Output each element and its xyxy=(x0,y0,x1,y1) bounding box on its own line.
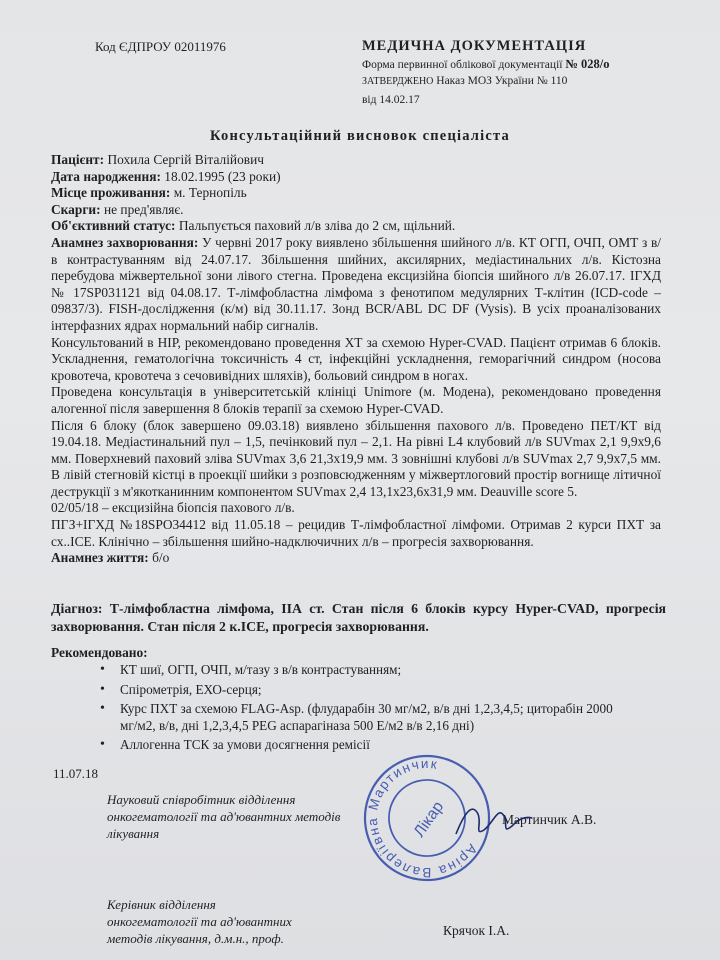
signatory-1-name: Мартинчик А.В. xyxy=(502,812,597,827)
residence-line: Місце проживання: м. Тернопіль xyxy=(51,185,247,201)
recommendation-item: • КТ шиї, ОГП, ОЧП, м/тазу з в/в контрастуванням; xyxy=(100,662,620,679)
dob-line: Дата народження: 18.02.1995 (23 роки) xyxy=(51,168,281,184)
status-line: Об'єктивний статус: Пальпується паховий л/в зліва до 2 см, щільний. xyxy=(51,218,456,234)
document-date: 11.07.18 xyxy=(53,766,99,781)
approved-date: від 14.02.17 xyxy=(362,94,420,106)
edrpou-code: Код ЄДПРОУ 02011976 xyxy=(95,39,226,54)
complaints-line: Скарги: не пред'являє. xyxy=(51,201,184,217)
signatory-1-title: Науковий співробітник відділення онкогематології та ад'ювантних методів лікування xyxy=(107,792,341,841)
patient-name-line: Пацієнт: Похила Сергій Віталійович xyxy=(51,152,264,167)
life-anamnesis-line: Анамнез життя: б/о xyxy=(51,550,170,566)
anamnesis-p6: ПГЗ+ІГХД №18SPO34412 від 11.05.18 – рецидив Т-лімфобластної лімфоми. Отримав 2 курси ПХТ за сх..ICE. Клінічно – збільшення шийно-надключичних л/в – прогресія захворювання. xyxy=(51,517,661,549)
document-body xyxy=(51,152,661,567)
recommendation-item: • Курс ПХТ за схемою FLAG-Asp. (флударабін 30 мг/м2, в/в дні 1,2,3,4,5; циторабін 2000 мг/м2, в/в, дні 1,2,3,4,5 PEG аспарагіназа 500 Е/м2 в/в 2,16 дні) xyxy=(100,701,620,734)
anamnesis-p4: Після 6 блоку (блок завершено 09.03.18) виявлено збільшення пахового л/в. Проведено ПЕТ/КТ від 19.04.18. Медіастинальний пул – 1,5, печінковий пул – 2,1. На рівні L4 клубовий л/в SUVmax 2,1 9,9х9,6 мм. Поверхневий паховий зліва SUVmax 3,6 21,3х19,9 мм. 3 зовнішні клубові л/в SUVmax 2,7 9,9х7,5 мм. В лівій стегновій кістці в проекції шийки з розповсюдженням у міжвертлоговий простір вогнище літичної деструкції з м'якотканинним компонентом SUVmax 2,4 13,1х23,6х31,9 мм. Deauville score 5. xyxy=(51,417,661,499)
anamnesis-p3: Проведена консультація в університетській клініці Unimore (м. Модена), рекомендовано проведення алогенної після завершення 8 блоків терапії за схемою Hyper-CVAD. xyxy=(51,384,661,416)
anamnesis-p1: Анамнез захворювання: У червні 2017 року виявлено збільшення шийного л/в. КТ ОГП, ОЧП, ОМТ з в/в контрастуванням від 24.07.17. Збільшення шийних, аксилярних, медіастинальних л/в. Кістозна перебудова міжвертельної зони лівого стегна. Проведена ексцизійна біопсія шийного л/в 26.07.17. ІГХД № 17SP031121 від 04.08.17. Т-лімфобластна лімфома з фенотипом медулярних Т-клітин (ICD-code – 09837/3). FISH-дослідження (к/м) від 30.11.17. Зонд BCR/ABL DC DF (Vysis). В усіх проаналізованих інтерфазних ядрах нормальний набір сигналів. xyxy=(51,234,662,333)
approved-line: ЗАТВЕРДЖЕНО Наказ МОЗ України № 110 xyxy=(362,75,568,87)
signatory-2-title: Керівник відділення онкогематології та ад'ювантних методів лікування, д.м.н., проф. xyxy=(107,897,292,946)
document-title: Консультаційний висновок спеціаліста xyxy=(210,128,510,144)
form-line: Форма первинної облікової документації № 028/о xyxy=(362,57,610,71)
recommendation-item: • Аллогенна ТСК за умови досягнення ремісії xyxy=(100,737,620,754)
approved-word: ЗАТВЕРДЖЕНО xyxy=(362,76,434,87)
anamnesis-p5: 02/05/18 – ексцизійна біопсія пахового л/в. xyxy=(51,500,295,516)
signature-scribble xyxy=(454,794,534,844)
stamp-center-text: Лікар xyxy=(410,798,448,841)
recommendations-list xyxy=(100,662,620,757)
medical-documentation-title: МЕДИЧНА ДОКУМЕНТАЦІЯ xyxy=(362,38,587,54)
diagnosis: Діагноз: Т-лімфобластна лімфома, ІІА ст. Стан після 6 блоків курсу Hyper-CVAD, прогресія захворювання. Стан після 2 к.ІСЕ, прогресія захворювання. xyxy=(51,601,666,634)
recommendation-item: • Спірометрія, ЕХО-серця; xyxy=(100,682,620,699)
form-number: № 028/о xyxy=(565,57,610,71)
anamnesis-p2: Консультований в НІР, рекомендовано проведення ХТ за схемою Hyper-CVAD. Пацієнт отримав 6 блоків. Ускладнення, гематологічна токсичність 4 ст, інфекційні ускладнення, геморагічний синдром (носова кровотеча, кровотеча з сечовивідних шляхів), больовий синдром в ногах. xyxy=(51,334,661,383)
stamp-ring-text: Аріна Валеріївна Мартинчик xyxy=(364,755,481,881)
signatory-2-name: Крячок І.А. xyxy=(443,923,510,938)
recommendations-title: Рекомендовано: xyxy=(51,645,148,660)
